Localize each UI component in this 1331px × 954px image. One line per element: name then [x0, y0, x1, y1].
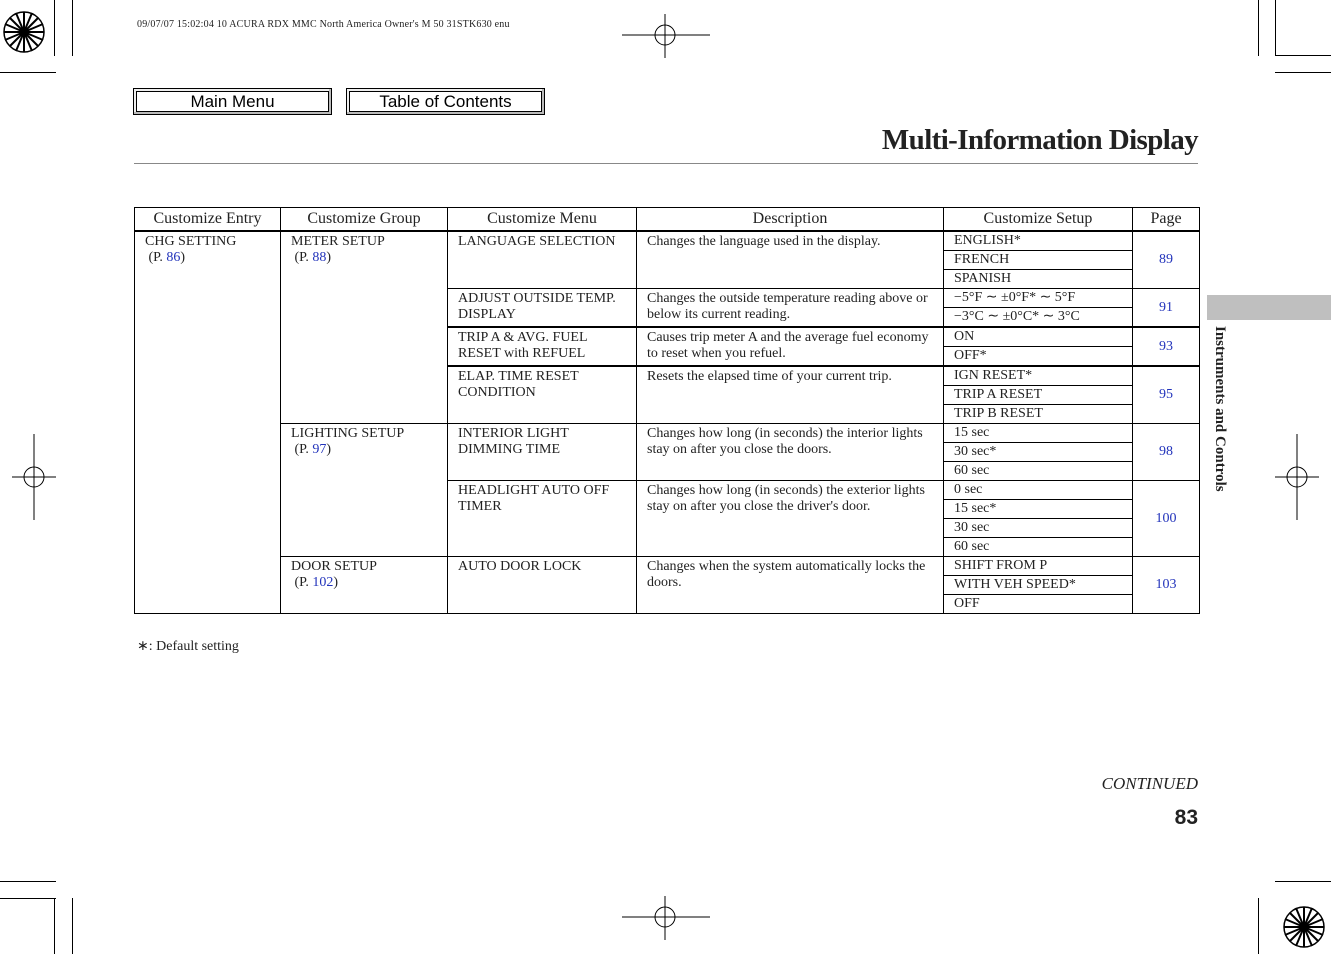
entry-name: CHG SETTING — [145, 234, 237, 249]
group-page-ref: (P. 102) — [294, 575, 339, 590]
setup-option: 30 sec — [944, 519, 1133, 538]
setup-option: 15 sec — [944, 424, 1133, 443]
description-cell: Changes the outside temperature reading above or below its current reading. — [637, 289, 944, 328]
column-header: Customize Group — [281, 208, 448, 232]
entry-cell — [135, 231, 281, 614]
column-header: Page — [1133, 208, 1200, 232]
section-tab[interactable] — [1206, 326, 1236, 556]
description-cell: Changes how long (in seconds) the interior lights stay on after you close the doors. — [637, 424, 944, 481]
section-tab-label: Instruments and Controls — [1212, 326, 1228, 492]
setup-option: TRIP B RESET — [944, 405, 1133, 424]
description-cell: Causes trip meter A and the average fuel economy to reset when you refuel. — [637, 327, 944, 366]
table-of-contents-label: Table of Contents — [379, 91, 512, 111]
group-name: LIGHTING SETUP — [291, 426, 405, 441]
description-cell: Changes when the system automatically locks the doors. — [637, 557, 944, 614]
description-cell: Changes the language used in the display. — [637, 231, 944, 289]
group-cell — [281, 231, 448, 424]
table-of-contents-button[interactable] — [346, 88, 545, 115]
group-name: METER SETUP — [291, 234, 385, 249]
description-cell: Changes how long (in seconds) the exterior lights stay on after you close the driver's door. — [637, 481, 944, 557]
setup-option: OFF — [944, 595, 1133, 614]
page-link[interactable]: 103 — [1133, 557, 1200, 614]
continued-label: CONTINUED — [1101, 774, 1198, 793]
setup-option: 15 sec* — [944, 500, 1133, 519]
setup-option: WITH VEH SPEED* — [944, 576, 1133, 595]
page-link[interactable]: 93 — [1133, 327, 1200, 366]
page-link[interactable]: 97 — [312, 442, 327, 457]
setup-option: ENGLISH* — [944, 231, 1133, 251]
page-link[interactable]: 91 — [1133, 289, 1200, 328]
setup-option: SPANISH — [944, 270, 1133, 289]
page-link[interactable]: 89 — [1133, 231, 1200, 289]
entry-page-ref: (P. 86) — [148, 250, 186, 265]
group-cell — [281, 424, 448, 557]
setup-option: SHIFT FROM P — [944, 557, 1133, 576]
setup-option: TRIP A RESET — [944, 386, 1133, 405]
page-link[interactable]: 88 — [312, 250, 327, 265]
group-name: DOOR SETUP — [291, 559, 377, 574]
table-row — [135, 231, 1200, 251]
setup-option: 60 sec — [944, 462, 1133, 481]
setup-option: 60 sec — [944, 538, 1133, 557]
table-header-row — [135, 208, 1200, 232]
column-header: Customize Entry — [135, 208, 281, 232]
menu-cell: ELAP. TIME RESET CONDITION — [448, 366, 637, 424]
setup-option: IGN RESET* — [944, 366, 1133, 386]
setup-option: 0 sec — [944, 481, 1133, 500]
print-header: 09/07/07 15:02:04 10 ACURA RDX MMC North America Owner's M 50 31STK630 enu — [137, 19, 510, 30]
description-cell: Resets the elapsed time of your current trip. — [637, 366, 944, 424]
setup-option: −3°C ∼ ±0°C* ∼ 3°C — [944, 308, 1133, 328]
menu-cell: ADJUST OUTSIDE TEMP. DISPLAY — [448, 289, 637, 328]
page-link[interactable]: 100 — [1133, 481, 1200, 557]
group-page-ref: (P. 88) — [294, 250, 332, 265]
crosshair-icon — [622, 14, 710, 58]
main-menu-button[interactable] — [133, 88, 332, 115]
table-row — [135, 557, 1200, 576]
column-header: Customize Menu — [448, 208, 637, 232]
page-link[interactable]: 86 — [166, 250, 181, 265]
registration-target-icon — [1280, 903, 1328, 951]
menu-cell: INTERIOR LIGHT DIMMING TIME — [448, 424, 637, 481]
registration-target-icon — [0, 8, 48, 56]
title-divider — [134, 163, 1198, 164]
crosshair-icon — [622, 896, 710, 940]
page-link[interactable]: 102 — [312, 575, 334, 590]
page-number: 83 — [1174, 806, 1198, 829]
group-cell — [281, 557, 448, 614]
menu-cell: HEADLIGHT AUTO OFF TIMER — [448, 481, 637, 557]
customize-table — [134, 207, 1200, 614]
column-header: Customize Setup — [944, 208, 1133, 232]
page-link[interactable]: 95 — [1133, 366, 1200, 424]
column-header: Description — [637, 208, 944, 232]
menu-cell: AUTO DOOR LOCK — [448, 557, 637, 614]
setup-option: −5°F ∼ ±0°F* ∼ 5°F — [944, 289, 1133, 308]
setup-option: FRENCH — [944, 251, 1133, 270]
page-link[interactable]: 98 — [1133, 424, 1200, 481]
group-page-ref: (P. 97) — [294, 442, 332, 457]
crosshair-icon — [12, 434, 56, 520]
menu-cell: LANGUAGE SELECTION — [448, 231, 637, 289]
setup-option: ON — [944, 327, 1133, 347]
setup-option: OFF* — [944, 347, 1133, 367]
page-title: Multi-Information Display — [881, 124, 1198, 156]
menu-cell: TRIP A & AVG. FUEL RESET with REFUEL — [448, 327, 637, 366]
main-menu-label: Main Menu — [190, 91, 275, 111]
table-row — [135, 424, 1200, 443]
setup-option: 30 sec* — [944, 443, 1133, 462]
section-tab-marker[interactable] — [1207, 295, 1331, 320]
crosshair-icon — [1275, 434, 1319, 520]
footnote: ∗: Default setting — [137, 639, 239, 654]
